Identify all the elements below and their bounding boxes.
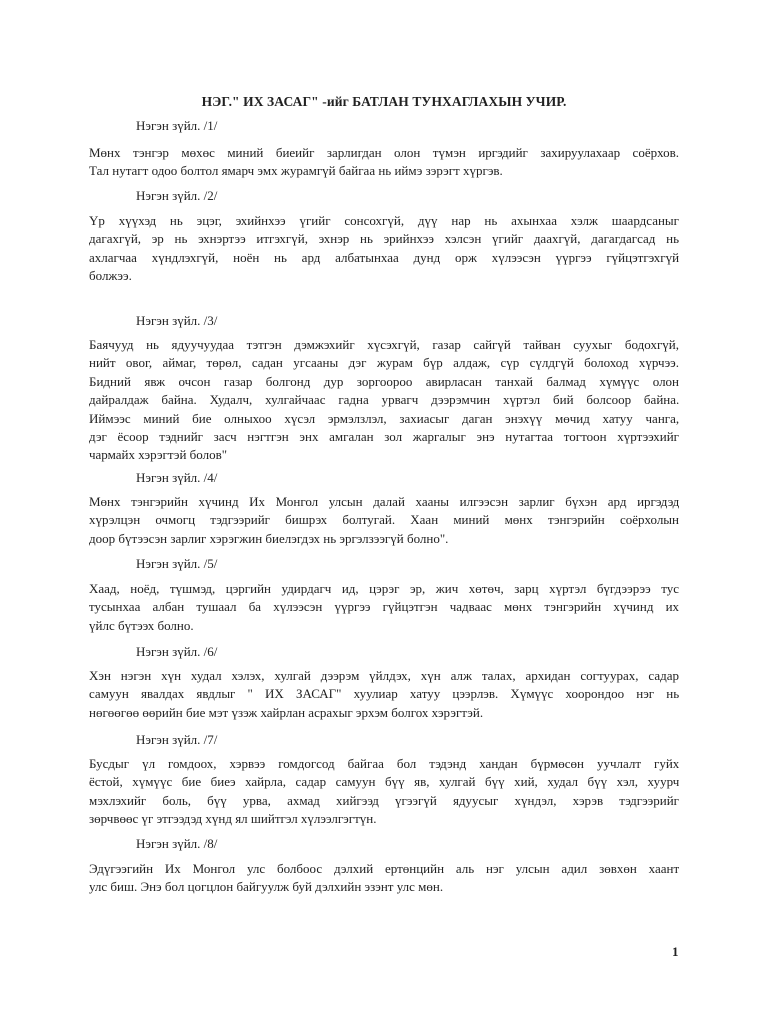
paragraph-line: нийт овог, аймаг, төрөл, садан угсааны дэг журам бүр алдаж, сүр сүлдгүй болоход хүрчээ. — [89, 355, 679, 371]
section-paragraph-1 — [89, 144, 679, 181]
paragraph-line: самуун явалдах явдлыг " ИХ ЗАСАГ" хуулиар хатуу цээрлэв. Хүмүүс хоорондоо нэг нь — [89, 686, 680, 702]
section-paragraph-2 — [89, 212, 679, 286]
section-heading-3: Нэгэн зүйл. /3/ — [136, 313, 218, 328]
paragraph-line: ахлагчаа хүндлэхгүй, ноён нь ард албатынхаа дунд орж хүлээсэн үүргээ гүйцэтгэхгүй — [89, 249, 680, 265]
paragraph-line: зөрчвөөс үг этгээдэд хүнд ял шийтгэл хүлээлгэгтүн. — [89, 811, 377, 827]
section-paragraph-8 — [89, 860, 679, 897]
section-heading-6: Нэгэн зүйл. /6/ — [136, 644, 218, 659]
section-paragraph-3 — [89, 336, 679, 465]
section-paragraph-7 — [89, 755, 679, 829]
paragraph-line: болжээ. — [89, 268, 132, 284]
paragraph-line: Хэн нэгэн хүн худал хэлэх, хулгай дээрэм үйлдэх, хүн алж талах, архидан согтуурах, садар — [89, 668, 679, 683]
section-heading-1: Нэгэн зүйл. /1/ — [136, 118, 218, 133]
paragraph-line: доор бүтээсэн зарлиг хэрэгжин биелэгдэх нь эргэлзээгүй болно". — [89, 530, 449, 546]
paragraph-line: ёстой, хүмүүс бие биеэ хайрла, садар самуун бүү яв, хулгай бүү хий, худал бүү хэл, хуурч — [89, 774, 680, 790]
section-heading-8: Нэгэн зүйл. /8/ — [136, 836, 218, 851]
page-number: 1 — [672, 944, 679, 959]
paragraph-line: мэхлэхийг боль, бүү урва, ахмад хийгээд үгээгүй ядуусыг хүндэл, хэрэв тэдгээрийг — [89, 792, 680, 808]
section-heading-2: Нэгэн зүйл. /2/ — [136, 188, 218, 203]
section-heading-5: Нэгэн зүйл. /5/ — [136, 556, 218, 571]
paragraph-line: тусынхаа албан тушаал ба хүлээсэн үүргээ гүйцэтгэн чадваас мөнх тэнгэрийн хүчинд их — [89, 599, 680, 615]
paragraph-line: хүрэлцэн очмогц тэдгээрийг бишрэх болтугай. Хаан миний мөнх тэнгэрийн соёрхолын — [89, 512, 679, 528]
paragraph-line: Бидний явж очсон газар болгонд дур зоргоороо авирласан танхай балмад хүмүүс олон — [89, 373, 680, 389]
paragraph-line: Баячууд нь ядуучуудаа тэтгэн дэмжэхийг хүсэхгүй, газар сайгүй тайван суухыг бодохгүй, — [89, 337, 679, 352]
section-paragraph-6 — [89, 667, 679, 722]
paragraph-line: Мөнх тэнгэр мөхөс миний биеийг зарлигдан олон түмэн иргэдийг захируулахаар соёрхов. — [89, 145, 679, 160]
paragraph-line: Хаад, ноёд, түшмэд, цэргийн удирдагч ид, цэрэг эр, жич хөтөч, зарц хүртэл бүгдээрээ тус — [89, 581, 679, 596]
paragraph-line: Бусдыг үл гомдоох, хэрвээ гомдогсод байгаа бол тэдэнд хандан бүрмөсөн уучлалт гуйх — [89, 756, 680, 771]
paragraph-line: дэг ёсоор тэднийг засч нэгтгэн энх амгалан зол жаргалыг энэ нутагтаа тогтоон хүртээхийг — [89, 429, 679, 445]
section-paragraph-4 — [89, 493, 679, 548]
section-heading-4: Нэгэн зүйл. /4/ — [136, 470, 218, 485]
paragraph-line: улс биш. Энэ бол цогцлон байгуулж буй дэлхийн эзэнт улс мөн. — [89, 879, 444, 895]
paragraph-line: дагахгүй, эр нь эхнэртээ итгэхгүй, эхнэр нь эрийнхээ хэлсэн үгийг даахгүй, дагагдагсад нь — [89, 231, 679, 247]
section-paragraph-5 — [89, 580, 679, 635]
paragraph-line: чармайх хэрэгтэй болов" — [89, 447, 228, 463]
paragraph-line: Мөнх тэнгэрийн хүчинд Их Монгол улсын далай хааны илгээсэн зарлиг бүхэн ард иргэдэд — [89, 494, 680, 509]
paragraph-line: нөгөөгөө өөрийн бие мэт үзэж хайрлан асрахыг эрхэм болгох хэрэгтэй. — [89, 704, 484, 720]
paragraph-line: Тал нутагт одоо болтол ямарч эмх журамгүй байгаа нь иймэ зэрэгт хүргэв. — [89, 163, 503, 179]
paragraph-line: Иймээс миний бие олныхоо хүсэл эрмэлзлэл, захиасыг даган энэхүү мөчид хатуу чанга, — [89, 410, 680, 426]
paragraph-line: Үр хүүхэд нь эцэг, эхийнхээ үгийг сонсохгүй, дүү нар нь ахынхаа хэлж шаардсаныг — [89, 213, 679, 228]
paragraph-line: үйлс бүтээх болно. — [89, 617, 194, 633]
paragraph-line: дайралдаж байна. Худалч, хулгайчаас гадна урвагч дээрэмчин хүртэл бий болсоор байна. — [89, 392, 680, 408]
section-heading-7: Нэгэн зүйл. /7/ — [136, 732, 218, 747]
paragraph-line: Эдүгээгийн Их Монгол улс болбоос дэлхий ертөнцийн аль нэг улсын адил зөвхөн хаант — [89, 861, 680, 876]
document-title: НЭГ." ИХ ЗАСАГ" -ийг БАТЛАН ТУНХАГЛАХЫН УЧИР. — [201, 94, 567, 109]
